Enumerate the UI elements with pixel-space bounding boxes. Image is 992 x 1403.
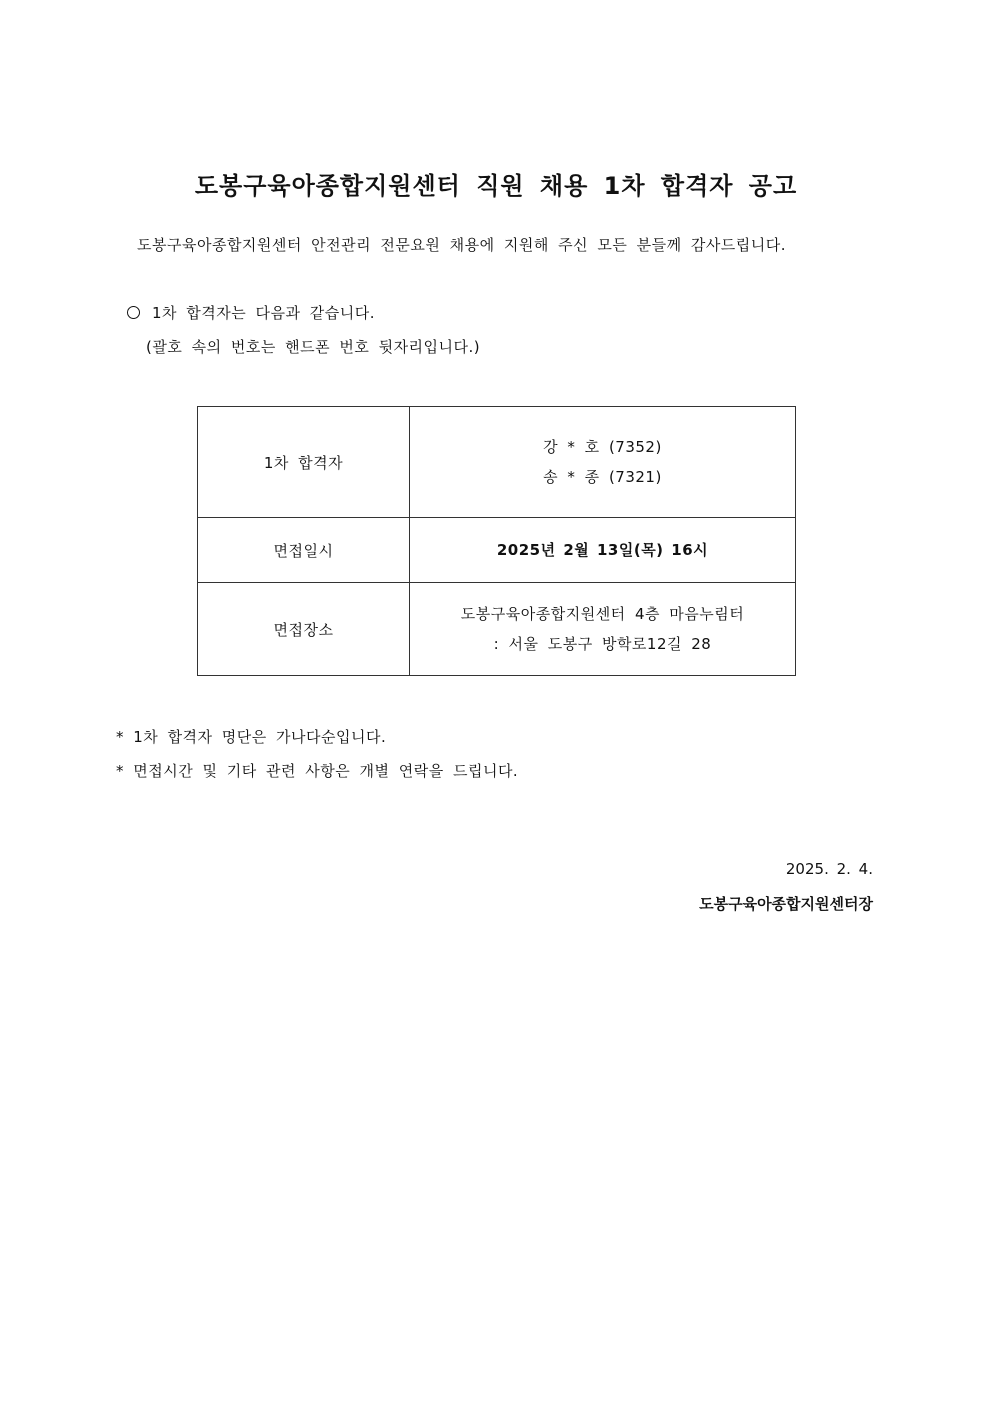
- row-value-interview-datetime: [410, 518, 796, 583]
- bullet-text: 1차 합격자는 다음과 같습니다.: [152, 304, 375, 322]
- row-value-interview-place: [410, 583, 796, 676]
- interview-datetime: 2025년 2월 13일(목) 16시: [496, 541, 709, 559]
- issue-date: 2025. 2. 4.: [785, 860, 873, 878]
- table-row-passers: [198, 407, 796, 518]
- bullet-note: (괄호 속의 번호는 핸드폰 번호 뒷자리입니다.): [146, 338, 481, 356]
- row-label-passers: 1차 합격자: [198, 407, 410, 518]
- interview-place-name: 도봉구육아종합지원센터 4층 마음누림터: [460, 605, 745, 623]
- circle-bullet-icon: [127, 306, 140, 319]
- row-label-interview-datetime: 면접일시: [198, 518, 410, 583]
- bullet-line: [127, 302, 375, 323]
- issuer-name: 도봉구육아종합지원센터장: [699, 895, 873, 913]
- table-row-interview-datetime: [198, 518, 796, 583]
- footnote-order: * 1차 합격자 명단은 가나다순입니다.: [116, 728, 387, 746]
- interview-place-address: : 서울 도봉구 방학로12길 28: [493, 635, 712, 653]
- passer-entry: 송 * 종 (7321): [543, 468, 662, 486]
- passer-entry: 강 * 호 (7352): [543, 438, 662, 456]
- row-label-interview-place: 면접장소: [198, 583, 410, 676]
- intro-text: 도봉구육아종합지원센터 안전관리 전문요원 채용에 지원해 주신 모든 분들께 감사드립니다.: [137, 236, 787, 254]
- info-table: [197, 406, 796, 676]
- table-row-interview-place: [198, 583, 796, 676]
- footnote-contact: * 면접시간 및 기타 관련 사항은 개별 연락을 드립니다.: [116, 762, 519, 780]
- row-value-passers: [410, 407, 796, 518]
- page-title: 도봉구육아종합지원센터 직원 채용 1차 합격자 공고: [194, 172, 798, 200]
